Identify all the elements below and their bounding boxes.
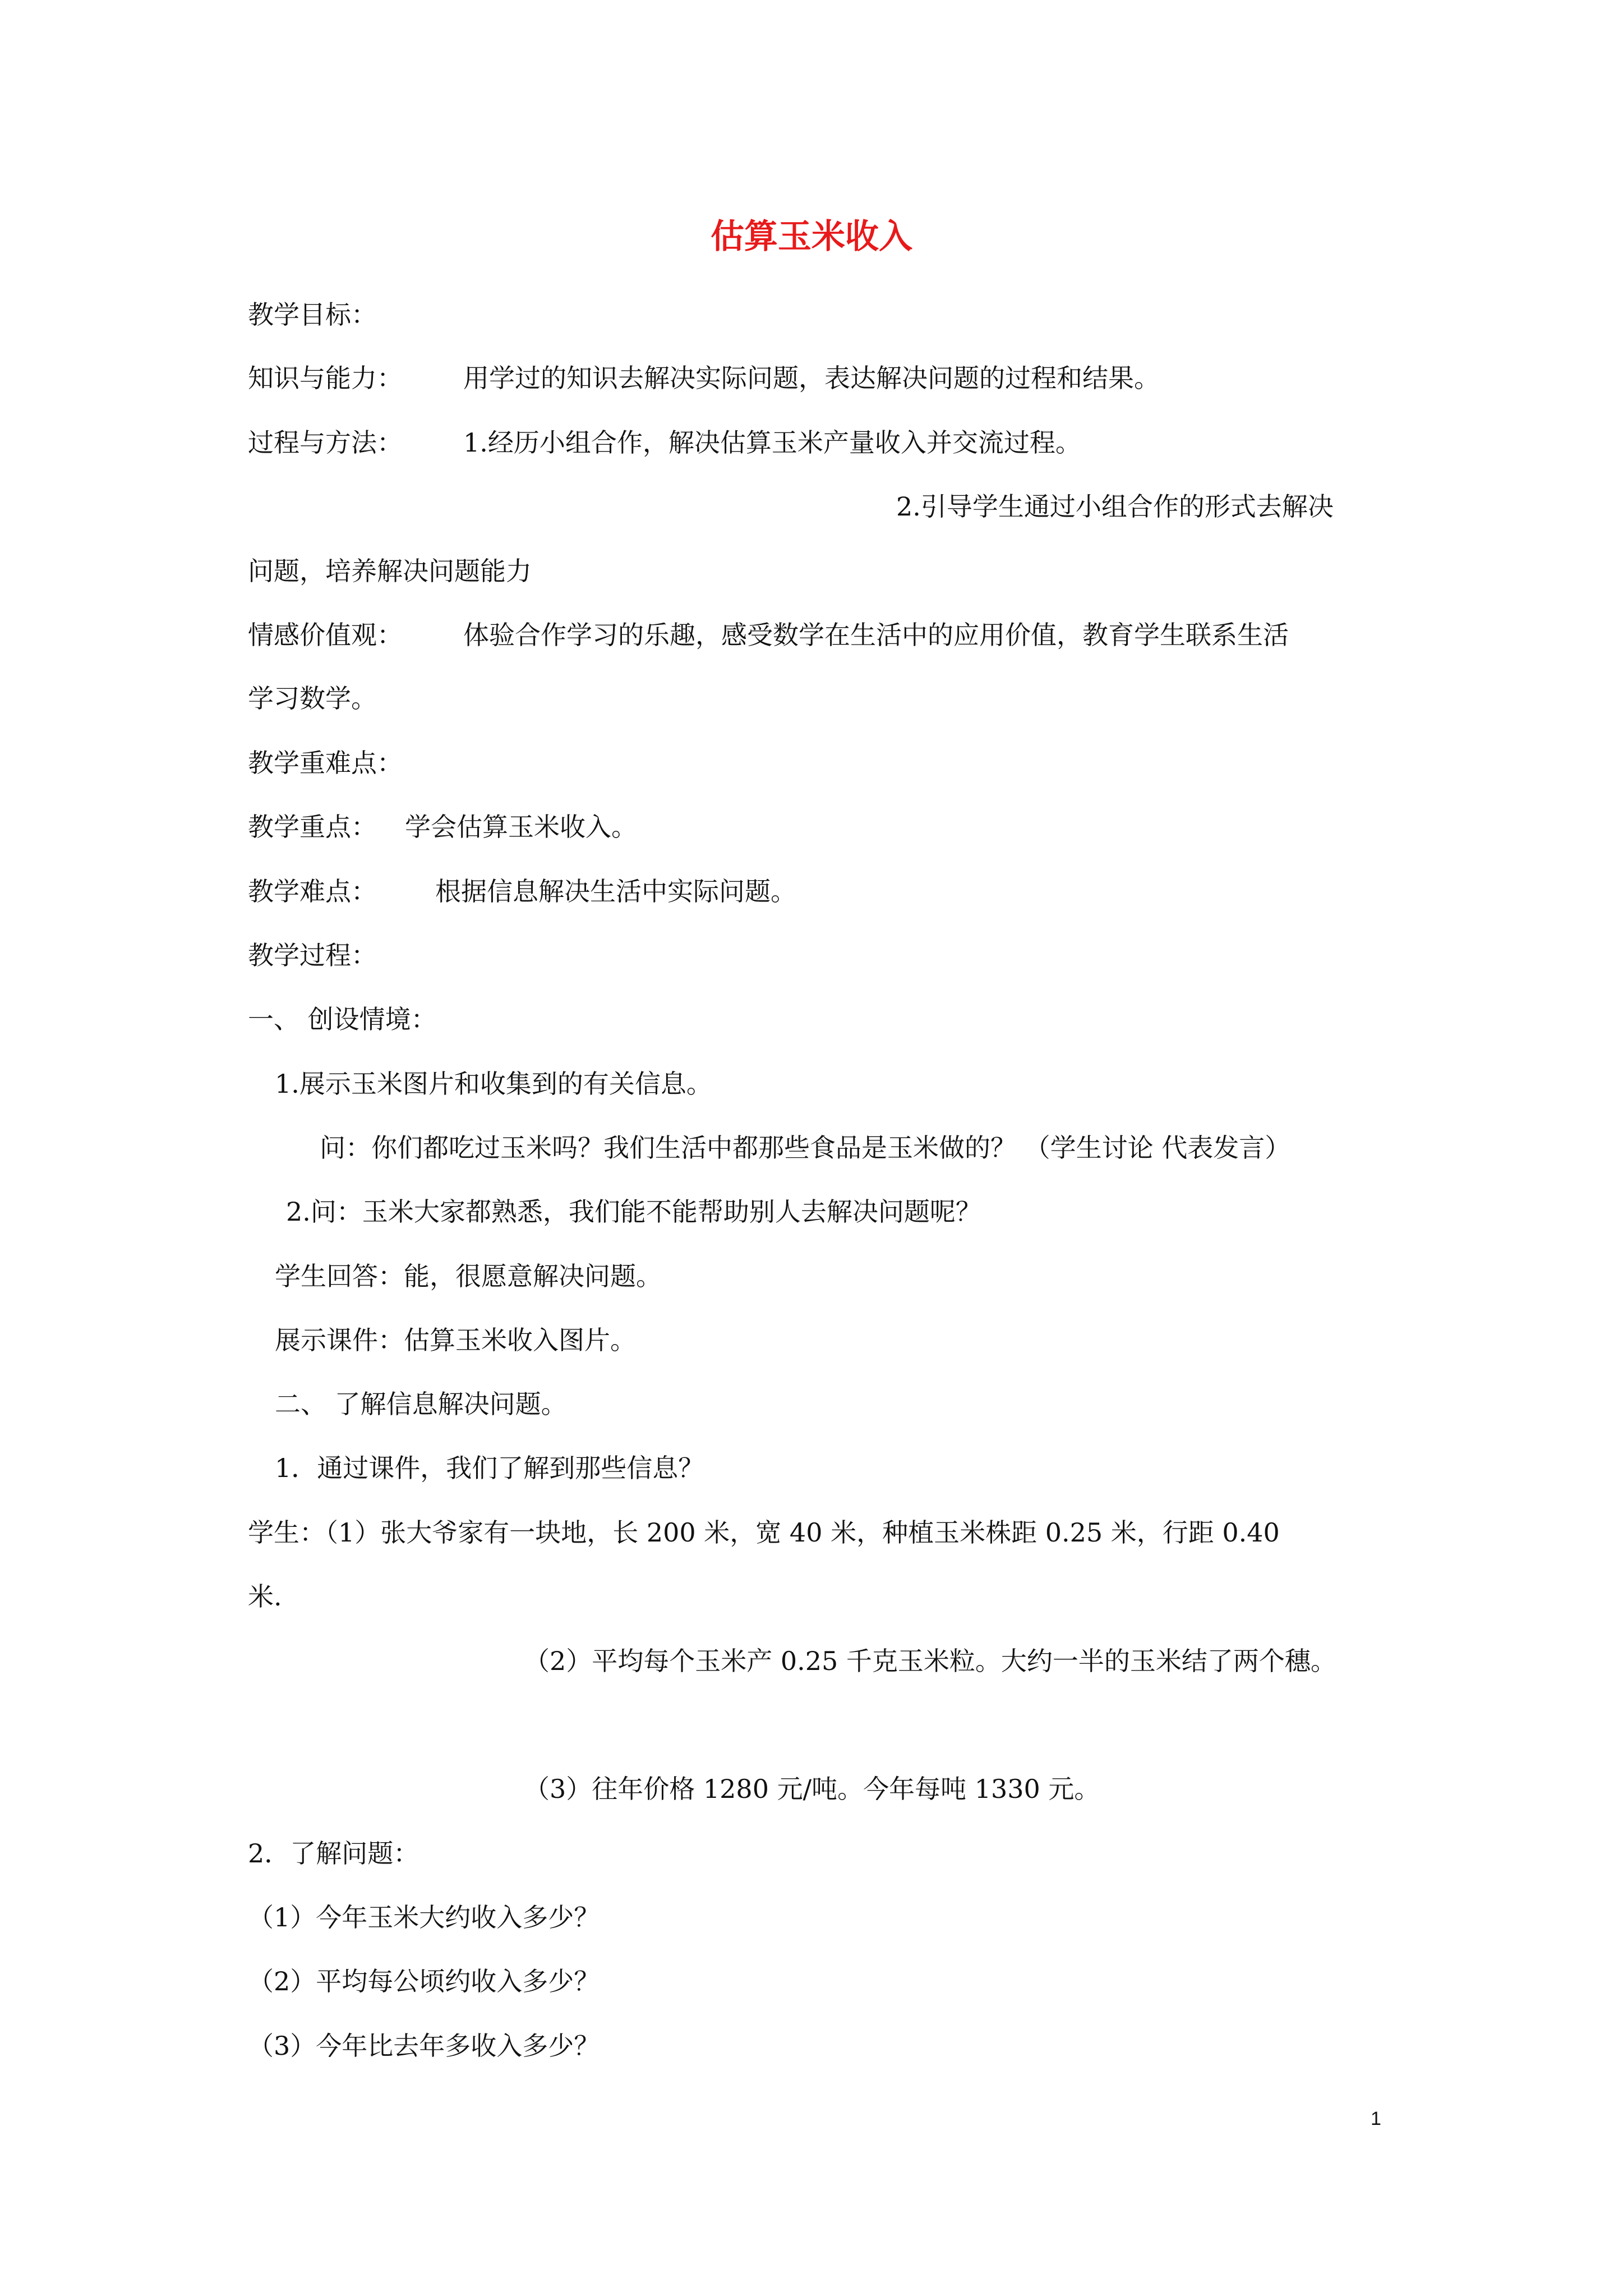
- section-1-step-2: 2.问：玉米大家都熟悉，我们能不能帮助别人去解决问题呢？: [286, 1197, 981, 1227]
- emotion-text-cont: 学习数学。: [248, 683, 377, 714]
- emotion-label: 情感价值观：: [248, 620, 403, 650]
- section-2-step-2: 2．了解问题：: [248, 1838, 419, 1869]
- goals-heading: 教学目标：: [248, 300, 377, 330]
- key-point-text: 学会估算玉米收入。: [405, 812, 637, 842]
- key-point-label: 教学重点：: [248, 812, 377, 842]
- info-1: 学生：（1）张大爷家有一块地，长 200 米，宽 40 米，种植玉米株距 0.25 米，行距 0.40: [248, 1517, 1280, 1548]
- section-1-heading: 一、 创设情境：: [248, 1004, 437, 1034]
- question-1: （1）今年玉米大约收入多少？: [248, 1902, 600, 1932]
- process-label: 过程与方法：: [248, 427, 403, 458]
- section-1-answer: 学生回答：能，很愿意解决问题。: [275, 1261, 662, 1291]
- difficulty-heading: 教学重难点：: [248, 748, 403, 778]
- info-2: （2）平均每个玉米产 0.25 千克玉米粒。大约一半的玉米结了两个穗。: [524, 1646, 1336, 1676]
- hard-point-text: 根据信息解决生活中实际问题。: [435, 876, 796, 907]
- process-item-2: 2.引导学生通过小组合作的形式去解决: [896, 491, 1334, 522]
- page-number: 1: [1371, 2108, 1381, 2129]
- section-2-step-1: 1．通过课件，我们了解到那些信息？: [275, 1453, 704, 1483]
- section-1-step-1: 1.展示玉米图片和收集到的有关信息。: [275, 1069, 712, 1099]
- process-item-2-cont: 问题，培养解决问题能力: [248, 556, 532, 586]
- info-3: （3）往年价格 1280 元/吨。今年每吨 1330 元。: [524, 1774, 1100, 1804]
- section-2-heading: 二、 了解信息解决问题。: [275, 1389, 567, 1419]
- question-2: （2）平均每公顷约收入多少？: [248, 1966, 600, 1996]
- question-3: （3）今年比去年多收入多少？: [248, 2031, 600, 2061]
- section-1-question: 问：你们都吃过玉米吗？我们生活中都那些食品是玉米做的？ （学生讨论 代表发言）: [320, 1133, 1291, 1163]
- process-heading: 教学过程：: [248, 940, 377, 970]
- knowledge-text: 用学过的知识去解决实际问题，表达解决问题的过程和结果。: [463, 363, 1160, 393]
- knowledge-label: 知识与能力：: [248, 363, 403, 393]
- section-1-show: 展示课件：估算玉米收入图片。: [275, 1325, 636, 1355]
- emotion-text: 体验合作学习的乐趣，感受数学在生活中的应用价值，教育学生联系生活: [463, 620, 1289, 650]
- document-title: 估算玉米收入: [711, 217, 912, 256]
- info-1-cont: 米.: [248, 1581, 282, 1612]
- process-item-1: 1.经历小组合作，解决估算玉米产量收入并交流过程。: [463, 427, 1081, 458]
- hard-point-label: 教学难点：: [248, 876, 377, 907]
